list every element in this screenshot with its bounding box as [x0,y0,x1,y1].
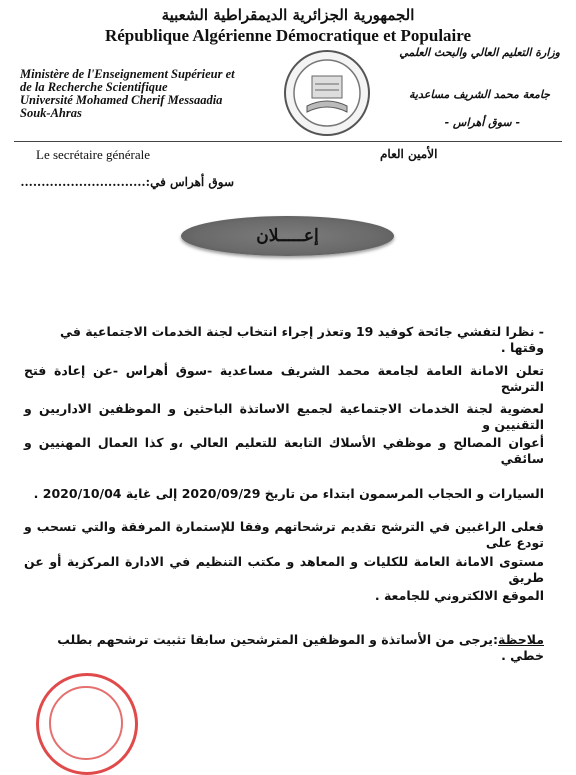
stamp-inner-ring [49,686,123,760]
city-fr: Souk-Ahras [20,106,82,120]
ministry-ar: وزارة التعليم العالي والبحث العلمي [399,46,560,59]
office-title-ar: الأمين العام [380,147,438,161]
announcement-badge [181,216,394,256]
body-line-2: تعلن الامانة العامة لجامعة محمد الشريف مساعدية -سوق أهراس -عن إعادة فتح الترشح [24,363,544,394]
university-name-ar: جامعة محمد الشريف مساعدية [409,88,550,101]
body-line-6: فعلى الراغبين في الترشح تقديم ترشحاتهم وفقا للإستمارة المرفقة والتي تسحب و تودع على [24,519,544,550]
university-name-fr: Université Mohamed Cherif Messaadia [20,93,223,107]
body-line-1: - نظرا لتفشي جائحة كوفيد 19 وتعذر إجراء انتخاب لجنة الخدمات الاجتماعية في وقتها . [60,324,544,355]
ministry-line-1: Ministère de l'Enseignement Supérieur et [20,67,235,81]
university-logo-icon [282,48,372,138]
office-title-fr: Le secrétaire générale [36,147,151,162]
city-ar: - سوق أهراس - [444,116,520,129]
body-line-5: السيارات و الحجاب المرسمون ابتداء من تاريخ 2020/09/29 إلى غاية 2020/10/04 . [33,486,544,501]
date-line: سوق أهراس في:.............................. [20,175,234,189]
official-stamp-icon [36,673,138,775]
body-line-8: الموقع الالكتروني للجامعة . [374,588,544,603]
note-label: ملاحظة [498,632,544,647]
body-line-3: لعضوية لجنة الخدمات الاجتماعية لجميع الاساتذة الباحثين و الموظفين الاداريين و التقنيين و [24,401,544,432]
institution-block-fr [20,68,270,120]
republic-title-ar: الجمهورية الجزائرية الديمقراطية الشعبية [161,6,415,24]
note-line [24,632,544,664]
note-text: :يرجى من الأساتذة و الموظفين المترشحين سابقا تثبيت ترشحهم بطلب خطي . [57,632,544,663]
body-line-7: مستوى الامانة العامة للكليات و المعاهد و مكتب التنظيم في الادارة المركزية أو عن طريق [24,554,544,585]
announcement-title: إعـــــلان [256,226,319,246]
ministry-line-2: de la Recherche Scientifique [20,80,168,94]
body-line-4: أعوان المصالح و موظفي الأسلاك التابعة للتعليم العالي ،و كذا العمال المهنيين و سائقي [24,435,544,466]
republic-title-fr: République Algérienne Démocratique et Populaire [104,26,472,45]
header-divider [14,141,562,142]
